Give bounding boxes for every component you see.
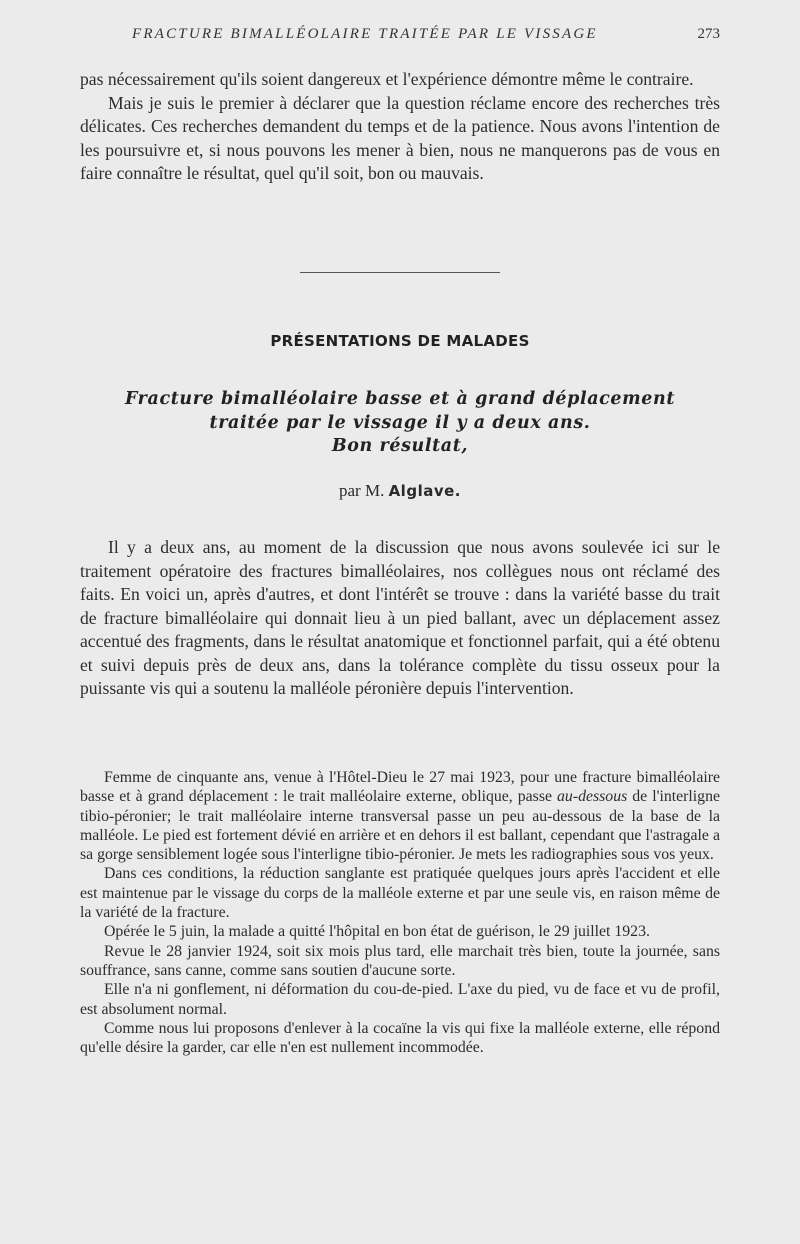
section-divider xyxy=(300,272,500,273)
main-paragraph: Il y a deux ans, au moment de la discussion que nous avons soulevée ici sur le traitement opératoire des fractures bimalléolaires, nos collègues nous ont réclamé des faits. En voici un, après d'autres, et dont l'intérêt se trouve : dans la variété basse du trait de fracture bimalléolaire qui donnait lieu à un pied ballant, avec un déplacement assez accentué des fragments, dans le résultat anatomique et fonctionnel parfait, qui a été obtenu et suivi depuis près de deux ans, dans la tolérance complète du tissu osseux pour la puissante vis qui a soutenu la malléole péronière depuis l'intervention. xyxy=(80,537,720,698)
case-paragraph-3: Opérée le 5 juin, la malade a quitté l'hôpital en bon état de guérison, le 29 juillet 1923. xyxy=(104,923,650,941)
running-head xyxy=(80,26,720,48)
article-title-line-2: traitée par le vissage il y a deux ans. xyxy=(209,412,591,433)
case-paragraph-4: Revue le 28 janvier 1924, soit six mois plus tard, elle marchait très bien, toute la journée, sans souffrance, sans canne, comme sans soutien d'aucune sorte. xyxy=(80,942,720,979)
page-number: 273 xyxy=(697,26,720,42)
case-paragraph-5: Elle n'a ni gonflement, ni déformation du cou-de-pied. L'axe du pied, vu de face et vu de profil, est absolument normal. xyxy=(80,981,720,1018)
main-text xyxy=(80,536,720,701)
case-p1-before: Femme de cinquante ans, venue à l'Hôtel-Dieu le 27 mai 1923, pour une fracture bimalléolaire basse et à grand déplacement : le trait malléolaire externe, oblique, passe xyxy=(80,769,720,806)
case-report xyxy=(80,768,720,1057)
byline-prefix: par M. xyxy=(339,481,385,500)
article-title xyxy=(80,388,720,459)
article-title-line-1: Fracture bimalléolaire basse et à grand déplacement xyxy=(124,389,676,409)
intro-text xyxy=(80,68,720,186)
article-title-line-3: Bon résultat, xyxy=(331,436,469,456)
case-paragraph-2: Dans ces conditions, la réduction sanglante est pratiquée quelques jours après l'accident et elle est maintenue par le vissage du corps de la malléole externe et par une seule vis, en raison même de la variété de la fracture. xyxy=(80,865,720,922)
byline xyxy=(80,481,720,501)
case-p1-italic: au-dessous xyxy=(557,788,628,806)
section-heading: PRÉSENTATIONS DE MALADES xyxy=(270,332,530,350)
author-name: Alglave. xyxy=(388,482,461,500)
running-title: FRACTURE BIMALLÉOLAIRE TRAITÉE PAR LE VISSAGE xyxy=(132,26,598,42)
intro-paragraph-1: pas nécessairement qu'ils soient dangereux et l'expérience démontre même le contraire. xyxy=(80,69,694,89)
intro-paragraph-2: Mais je suis le premier à déclarer que la question réclame encore des recherches très délicates. Ces recherches demandent du temps et de la patience. Nous avons l'intention de les poursuivre et, si nous pouvons les mener à bien, nous ne manquerons pas de vous en faire connaître le résultat, quel qu'il soit, bon ou mauvais. xyxy=(80,92,720,183)
case-paragraph-1 xyxy=(80,768,720,864)
case-paragraph-6: Comme nous lui proposons d'enlever à la cocaïne la vis qui fixe la malléole externe, elle répond qu'elle désire la garder, car elle n'en est nullement incommodée. xyxy=(80,1019,720,1057)
case-p1-after: de l'interligne tibio-péronier; le trait malléolaire interne transversal passe un peu au-dessous de la base de la malléole. Le pied est fortement dévié en arrière et en dehors il est ballant, cependant que l'astragale a sa gorge sensiblement logée sous l'interligne tibio-péronier. Je mets les radiographies sous vos yeux. xyxy=(80,788,720,864)
